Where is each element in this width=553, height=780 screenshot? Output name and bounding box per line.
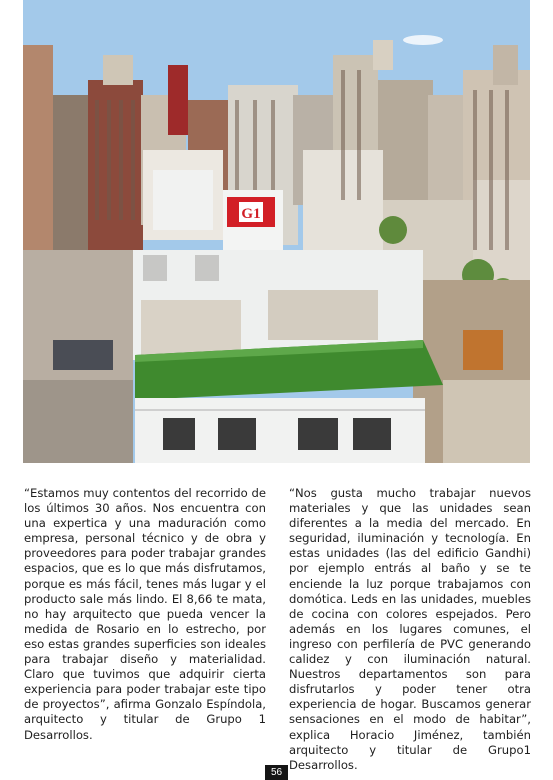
article-column-right: “Nos gusta mucho trabajar nuevos materiales y que las unidades sean diferentes a la media del mercado. En seguridad, iluminación y tecnología. En estas unidades (las del edificio Gandhi) por ejemplo entrás al baño y se te enciende la luz porque trabajamos con domótica. Leds en las unidades, muebles de cocina con colores espejados. Pero además en los lugares comunes, el ingreso con perfilería de PVC generando calidez y con iluminación natural. Nuestros departamentos son para disfrutarlos y poder tener otra experiencia de hogar. Buscamos generar sensaciones en el modo de habitar”, explica Horacio Jiménez, también arquitecto y titular de Grupo1 Desarrollos. bbox=[289, 486, 531, 772]
article-column-left: “Estamos muy contentos del recorrido de los últimos 30 años. Nos encuentra con una expertica y una maduración como empresa, personal técnico y de obra y proveedores para poder trabajar grandes espacios, que es lo que más disfrutamos, porque es más fácil, tenes más lugar y el producto sale más lindo. El 8,66 te mata, no hay arquitecto que pueda vencer la medida de Rosario en lo estrecho, por eso estas grandes superficies son ideales para trabajar diseño y materialidad. Claro que tuvimos que adquirir cierta experiencia para poder trabajar este tipo de proyectos”, afirma Gonzalo Espíndola, arquitecto y titular de Grupo 1 Desarrollos. bbox=[24, 486, 266, 742]
sign-text: G1 bbox=[241, 206, 261, 222]
building-photo bbox=[23, 0, 530, 463]
city-rooftop-illustration bbox=[23, 0, 530, 463]
page-number: 56 bbox=[265, 765, 288, 780]
